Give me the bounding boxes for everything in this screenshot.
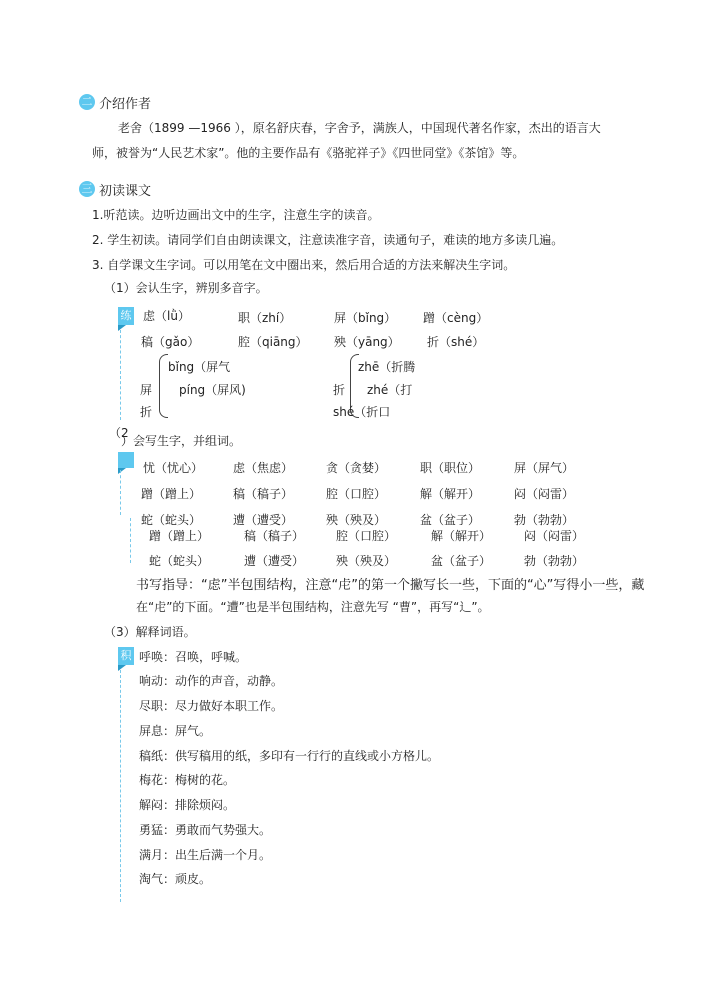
definition-item: 稿纸：供写稿用的纸，多印有一行行的直线或小方格儿。: [139, 749, 440, 763]
word-item: 解（解开）: [431, 529, 492, 543]
word-item: 勃（勃勃）: [514, 513, 575, 527]
word-item: 蛇（蛇头）: [141, 513, 202, 527]
writing-guide-line: [120, 470, 121, 515]
word-item: 闷（闷雷）: [524, 529, 585, 543]
writing-guide-line2: 在“虍”的下面。“遭”也是半包围结构，注意先写 “曹”，再写“辶”。: [136, 600, 490, 614]
word-item: 蹭（蹭上）: [149, 529, 210, 543]
definition-item: 尽职：尽力做好本职工作。: [139, 699, 284, 713]
word-item: 忧（忧心）: [143, 461, 204, 475]
practice-guide-line: [120, 330, 121, 420]
definition-item: 呼唤：召唤，呼喊。: [139, 650, 248, 664]
word-item: 遭（遭受）: [233, 513, 294, 527]
word-item: 蛇（蛇头）: [149, 554, 210, 568]
reading-item: 腔（qiāng）: [238, 335, 308, 349]
section-badge-3: 三: [79, 181, 95, 197]
definition-item: 解闷：排除烦闷。: [139, 798, 236, 812]
word-item: 蹭（蹭上）: [141, 487, 202, 501]
reading-item: 蹭（cèng）: [423, 311, 489, 325]
explain-guide-line: [120, 670, 121, 902]
step-1: 1.听范读。边听边画出文中的生字，注意生字的读音。: [92, 208, 380, 222]
reading-item: 折（shé）: [427, 335, 485, 349]
reading-item: 稿（gǎo）: [141, 335, 200, 349]
word-item: 职（职位）: [420, 461, 481, 475]
step-3: 3. 自学课文生字词。可以用笔在文中圈出来，然后用合适的方法来解决生字词。: [92, 258, 516, 272]
writing-guide-line-2: [130, 518, 131, 563]
word-item: 盆（盆子）: [420, 513, 481, 527]
reading-item: 屏（bǐng）: [334, 311, 397, 325]
word-item: 腔（口腔）: [326, 487, 387, 501]
reading-item: 职（zhí）: [238, 311, 292, 325]
writing-tag: [118, 452, 134, 468]
section-title-2: 介绍作者: [99, 97, 152, 112]
word-item: 闷（闷雷）: [514, 487, 575, 501]
word-item: 遭（遭受）: [244, 554, 305, 568]
poly-zhe-opt3: shé（折口: [333, 405, 391, 419]
poly-zhe-opt1: zhē（折腾: [358, 360, 416, 374]
sub-step-2-text: ）会写生字，并组词。: [121, 434, 242, 448]
definition-item: 淘气：顽皮。: [139, 872, 212, 886]
sub-step-1: （1）会认生字，辨别多音字。: [104, 281, 268, 295]
brace-ping: [159, 354, 168, 418]
poly-ping-char2: 折: [140, 405, 153, 419]
sub-step-2-num: （2: [109, 426, 129, 440]
reading-item: 殃（yāng）: [334, 335, 400, 349]
writing-guide-line1: 书写指导：“虑”半包围结构，注意“虍”的第一个撇写长一些，下面的“心”写得小一些，藏: [136, 578, 645, 593]
explain-tag: 积: [118, 647, 134, 665]
word-item: 勃（勃勃）: [524, 554, 585, 568]
word-item: 盆（盆子）: [431, 554, 492, 568]
word-item: 稿（稿子）: [233, 487, 294, 501]
author-paragraph-line1: 老舍（1899 —1966 ），原名舒庆春，字舍予，满族人，中国现代著名作家，杰出的语言大: [118, 121, 601, 135]
step-2: 2. 学生初读。请同学们自由朗读课文，注意读准字音，读通句子，难读的地方多读几遍。: [92, 233, 564, 247]
definition-item: 满月：出生后满一个月。: [139, 848, 272, 862]
sub-step-3: （3）解释词语。: [104, 625, 196, 639]
poly-ping-char: 屏: [140, 383, 153, 397]
definition-item: 勇猛：勇敢而气势强大。: [139, 823, 272, 837]
author-paragraph-line2: 师，被誉为“人民艺术家”。他的主要作品有《骆驼祥子》《四世同堂》《茶馆》等。: [92, 146, 525, 160]
definition-item: 梅花：梅树的花。: [139, 773, 236, 787]
section-badge-2: 二: [79, 94, 95, 110]
poly-zhe-char: 折: [333, 383, 346, 397]
word-item: 殃（殃及）: [326, 513, 387, 527]
practice-tag: 练: [118, 307, 134, 325]
word-item: 屏（屏气）: [514, 461, 575, 475]
reading-item: 虑（lǜ）: [143, 309, 190, 323]
poly-ping-opt2: píng（屏风): [179, 383, 246, 397]
poly-zhe-opt2: zhé（打: [367, 383, 413, 397]
poly-ping-opt1: bǐng（屏气: [168, 360, 231, 374]
word-item: 殃（殃及）: [336, 554, 397, 568]
word-item: 解（解开）: [420, 487, 481, 501]
section-title-3: 初读课文: [99, 184, 152, 199]
word-item: 稿（稿子）: [244, 529, 305, 543]
word-item: 贪（贪婪）: [326, 461, 387, 475]
definition-item: 屏息：屏气。: [139, 724, 212, 738]
definition-item: 响动：动作的声音，动静。: [139, 674, 284, 688]
word-item: 腔（口腔）: [336, 529, 397, 543]
word-item: 虑（焦虑）: [233, 461, 294, 475]
